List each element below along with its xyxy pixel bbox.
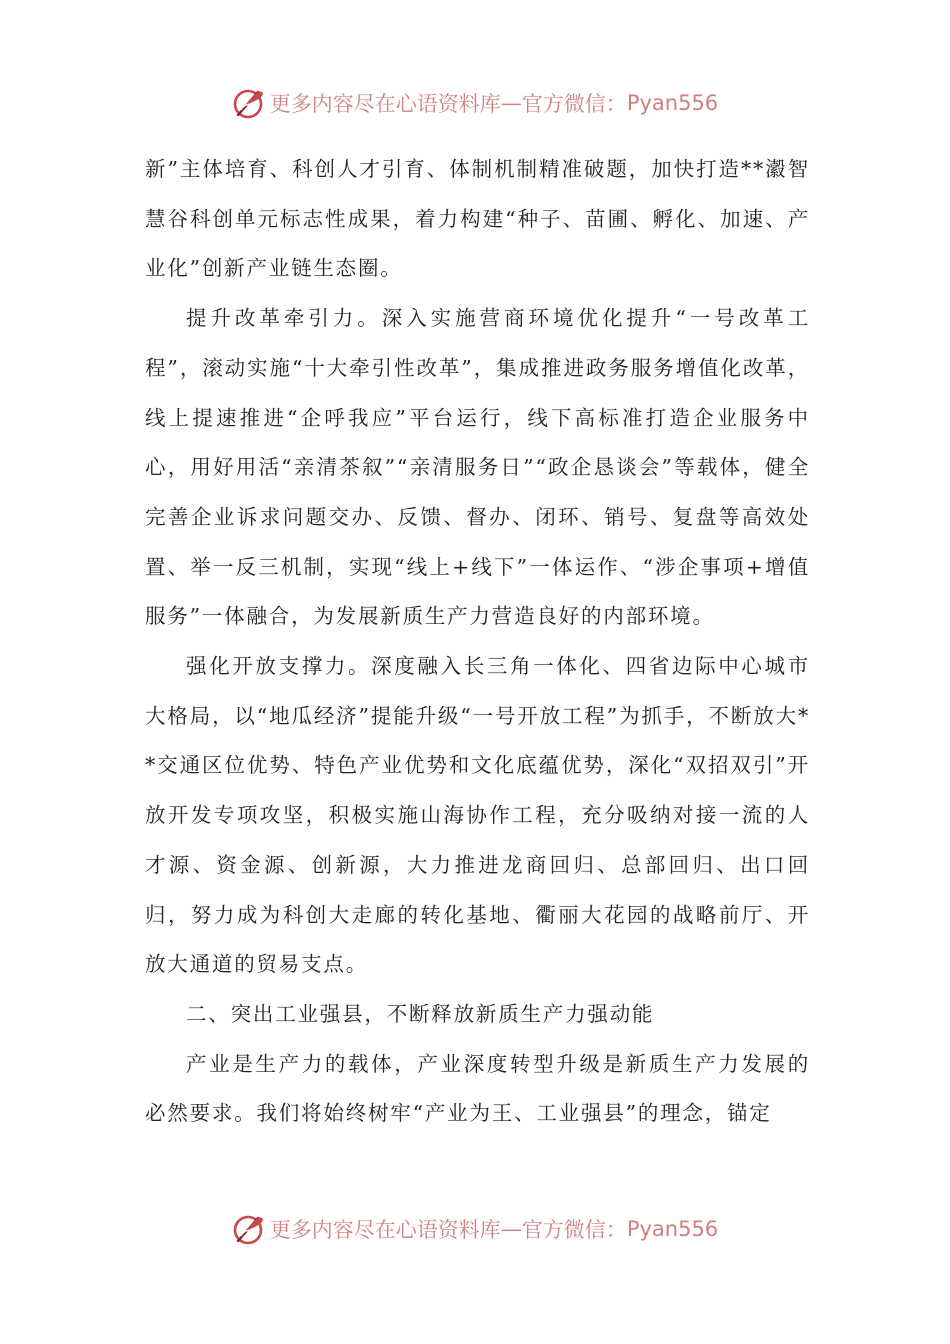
header-watermark <box>0 83 950 123</box>
paragraph-opening: 强化开放支撑力。深度融入长三角一体化、四省边际中心城市大格局，以“地瓜经济”提能升级“一号开放工程”为抓手，不断放大**交通区位优势、特色产业优势和文化底蕴优势，深化“双招双引”开放开发专项攻坚，积极实施山海协作工程，充分吸纳对接一流的人才源、资金源、创新源，大力推进龙商回归、总部回归、出口回归，努力成为科创大走廊的转化基地、衢丽大花园的战略前厅、开放大通道的贸易支点。 <box>145 654 810 977</box>
watermark-wechat-label: 官方微信： <box>521 92 627 116</box>
quill-logo-icon <box>232 1212 266 1246</box>
watermark-wechat-id: Pyan556 <box>626 91 719 115</box>
paragraph-continuation: 新”主体培育、科创人才引育、体制机制精准破题，加快打造**瀫智慧谷科创单元标志性成果，着力构建“种子、苗圃、孵化、加速、产业化”创新产业链生态圈。 <box>145 157 810 281</box>
document-body <box>145 145 810 1139</box>
watermark-dash: — <box>500 1217 522 1241</box>
paragraph-industry: 产业是生产力的载体，产业深度转型升级是新质生产力发展的必然要求。我们将始终树牢“产业为王、工业强县”的理念，锚定 <box>145 1051 810 1126</box>
quill-logo-icon <box>232 86 266 120</box>
section-heading: 二、突出工业强县，不断释放新质生产力强动能 <box>186 1001 655 1026</box>
footer-watermark <box>0 1209 950 1249</box>
watermark-wechat-label: 官方微信： <box>521 1218 627 1242</box>
watermark-text: 更多内容尽在心语资料库 <box>269 1218 501 1242</box>
watermark-wechat-id: Pyan556 <box>626 1217 719 1241</box>
paragraph-reform: 提升改革牵引力。深入实施营商环境优化提升“一号改革工程”，滚动实施“十大牵引性改革”，集成推进政务服务增值化改革，线上提速推进“企呼我应”平台运行，线下高标准打造企业服务中心，用好用活“亲清茶叙”“亲清服务日”“政企恳谈会”等载体，健全完善企业诉求问题交办、反馈、督办、闭环、销号、复盘等高效处置、举一反三机制，实现“线上+线下”一体运作、“涉企事项+增值服务”一体融合，为发展新质生产力营造良好的内部环境。 <box>145 306 810 629</box>
watermark-text: 更多内容尽在心语资料库 <box>269 92 501 116</box>
watermark-dash: — <box>500 91 522 115</box>
